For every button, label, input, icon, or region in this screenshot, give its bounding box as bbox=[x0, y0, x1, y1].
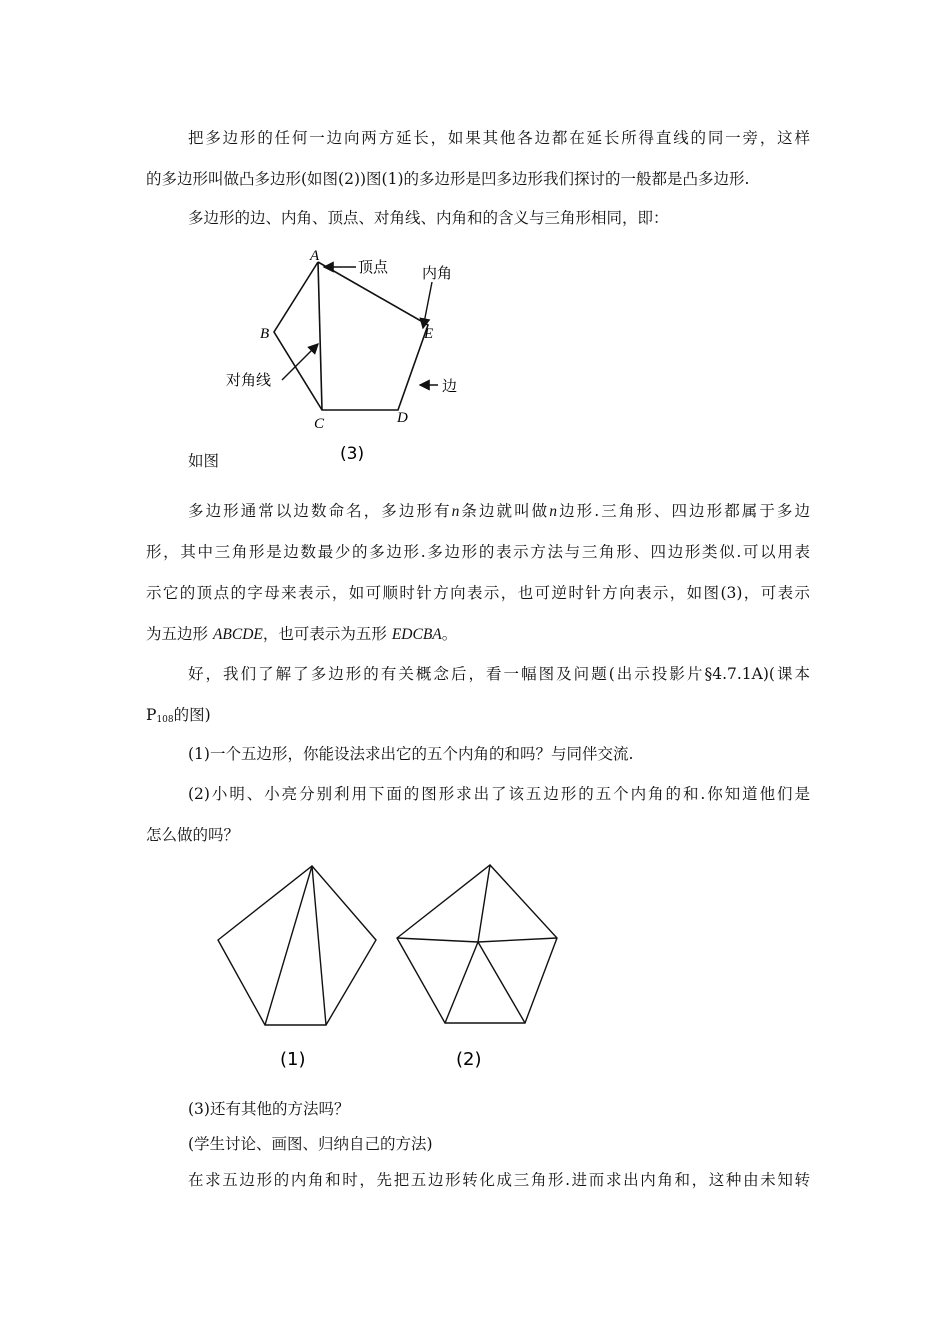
question-2-line-1: (2)小明、小亮分别利用下面的图形求出了该五边形的五个内角的和.你知道他们是 bbox=[188, 785, 810, 803]
paragraph-1-line-1: 把多边形的任何一边向两方延长，如果其他各边都在延长所得直线的同一旁，这样 bbox=[188, 129, 810, 147]
vertex-label-a: A bbox=[310, 248, 320, 264]
pentagon-2-segment-bottom-right bbox=[478, 942, 525, 1023]
figure-1-caption: (1) bbox=[280, 1049, 306, 1070]
final-line: 在求五边形的内角和时，先把五边形转化成三角形.进而求出内角和，这种由未知转 bbox=[188, 1171, 810, 1189]
vertex-label-e: E bbox=[424, 326, 434, 342]
vertex-label-b: B bbox=[260, 326, 270, 342]
interior-angle-arrow bbox=[423, 282, 432, 328]
paragraph-1-line-2: 的多边形叫做凸多边形(如图(2))图(1)的多边形是凹多边形我们探讨的一般都是凸多边形. bbox=[146, 170, 750, 188]
annotation-interior-angle: 内角 bbox=[422, 264, 453, 282]
pentagon-1-diagonal-left bbox=[265, 866, 312, 1025]
figure-2-caption: (2) bbox=[456, 1049, 482, 1070]
annotation-diagonal: 对角线 bbox=[226, 371, 272, 389]
figure-3-caption: (3) bbox=[340, 444, 365, 464]
paragraph-3-line-1: 多边形通常以边数命名，多边形有n条边就叫做n边形.三角形、四边形都属于多边 bbox=[188, 502, 810, 520]
vertex-label-d: D bbox=[397, 410, 408, 426]
paragraph-3-line-3: 示它的顶点的字母来表示，如可顺时针方向表示，也可逆时针方向表示，如图(3)，可表示 bbox=[146, 584, 810, 602]
diagonal-ac bbox=[318, 262, 322, 410]
paragraph-4-line-2: $P_{108}$的图) bbox=[146, 706, 211, 725]
paragraph-3-line-2: 形，其中三角形是边数最少的多边形.多边形的表示方法与三角形、四边形类似.可以用表 bbox=[146, 543, 810, 561]
pentagon-2-segment-left bbox=[397, 938, 478, 942]
vertex-label-c: C bbox=[314, 416, 325, 432]
figure-3-pentagon bbox=[210, 240, 470, 470]
question-3: (3)还有其他的方法吗？ bbox=[188, 1100, 350, 1118]
figure-pentagon-pair bbox=[200, 850, 580, 1080]
paragraph-2: 多边形的边、内角、顶点、对角线、内角和的含义与三角形相同，即： bbox=[188, 209, 669, 227]
pentagon-1-diagonal-right bbox=[312, 866, 326, 1025]
pentagon-outline bbox=[274, 262, 428, 410]
paragraph-4-line-1: 好，我们了解了多边形的有关概念后，看一幅图及问题(出示投影片§4.7.1A)(课本 bbox=[188, 665, 810, 683]
discussion-note: (学生讨论、画图、归纳自己的方法) bbox=[188, 1135, 433, 1153]
pentagon-2-segment-top bbox=[478, 865, 490, 942]
ru-tu-label: 如图 bbox=[188, 452, 220, 470]
pentagon-2-segment-bottom-left bbox=[445, 942, 478, 1023]
question-2-line-2: 怎么做的吗？ bbox=[146, 826, 240, 844]
question-1: (1)一个五边形，你能设法求出它的五个内角的和吗？与同伴交流. bbox=[188, 745, 634, 763]
pentagon-2-segment-right bbox=[478, 938, 557, 942]
annotation-vertex: 顶点 bbox=[358, 258, 389, 276]
annotation-side: 边 bbox=[442, 377, 458, 395]
pentagon-1-outline bbox=[218, 866, 376, 1025]
paragraph-3-line-4: 为五边形 ABCDE，也可表示为五形 EDCBA。 bbox=[146, 625, 458, 643]
